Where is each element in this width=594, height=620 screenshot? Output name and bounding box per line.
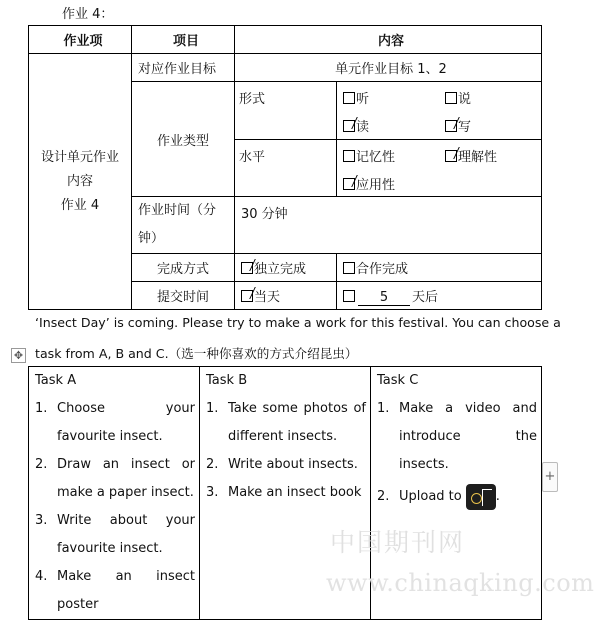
intro-line-1: ‘Insect Day’ is coming. Please try to make a work for this festival. You can choose a: [35, 315, 561, 330]
form-cell: [235, 82, 542, 140]
task-b-title: Task B: [206, 373, 248, 388]
form-option-read[interactable]: 读: [343, 116, 369, 135]
submit-days-later[interactable]: 5 天后: [337, 282, 542, 310]
watermark-cn: 中国期刊网: [330, 528, 466, 557]
type-label: 作业类型: [132, 82, 235, 197]
level-option-understand[interactable]: 理解性: [445, 146, 497, 165]
checkbox-icon: [343, 92, 355, 104]
submit-label: 提交时间: [132, 282, 235, 310]
task-a-list: [35, 395, 195, 619]
target-value: 单元作业目标 1、2: [235, 54, 542, 82]
checked-checkbox-icon: [241, 262, 253, 274]
intro-line-2: task from A, B and C.（选一种你喜欢的方式介绍昆虫）: [35, 346, 358, 361]
completion-label: 完成方式: [132, 254, 235, 282]
completion-independent[interactable]: 独立完成: [235, 254, 337, 282]
design-label-line2: 内容: [66, 173, 93, 189]
list-item: 3. Make an insect book: [206, 485, 362, 500]
header-item: 作业项: [29, 26, 132, 54]
list-item: 2. Draw an insect or make a paper insect.: [35, 457, 195, 500]
task-c-title: Task C: [377, 373, 419, 388]
checkbox-icon: [343, 262, 355, 274]
level-option-memory[interactable]: 记忆性: [343, 146, 395, 165]
assignment-table: [28, 25, 542, 310]
checkbox-icon: [343, 290, 355, 302]
add-row-button[interactable]: [542, 462, 558, 492]
document-heading: 作业 4：: [62, 7, 114, 22]
header-content: 内容: [235, 26, 542, 54]
level-cell: [235, 140, 542, 197]
form-option-write[interactable]: 写: [445, 116, 471, 135]
app-icon: [466, 484, 496, 510]
design-label-line3: 作业 4: [60, 197, 100, 213]
checked-checkbox-icon: [343, 120, 355, 132]
list-item: 1. Take some photos of different insects.: [206, 401, 366, 444]
form-option-speak[interactable]: 说: [445, 88, 471, 107]
task-b-list: [206, 395, 366, 507]
watermark-url: www.chinaqking.com: [326, 569, 594, 597]
plus-icon: +: [544, 469, 556, 484]
move-icon: ✥: [13, 349, 24, 362]
checked-checkbox-icon: [445, 120, 457, 132]
list-item: 3. Write about your favourite insect.: [35, 513, 195, 556]
list-item: 2. Upload to .: [377, 483, 537, 511]
checkbox-icon: [445, 92, 457, 104]
submit-same-day[interactable]: 当天: [235, 282, 337, 310]
design-label-cell: [29, 54, 132, 310]
list-item: 4. Make an insect poster: [35, 569, 195, 612]
completion-cooperative[interactable]: 合作完成: [337, 254, 542, 282]
checked-checkbox-icon: [241, 290, 253, 302]
design-label-line1: 设计单元作业: [40, 149, 119, 165]
checked-checkbox-icon: [343, 178, 355, 190]
list-item: 1. Choose your favourite insect.: [35, 401, 195, 444]
form-label: 形式: [239, 92, 266, 107]
days-blank[interactable]: 5: [358, 291, 410, 306]
list-item: 1. Make a video and introduce the insects.: [377, 401, 537, 472]
time-label: 作业时间（分钟）: [132, 197, 235, 254]
time-value: 30 分钟: [235, 197, 542, 254]
target-label: 对应作业目标: [132, 54, 235, 82]
header-project: 项目: [132, 26, 235, 54]
checked-checkbox-icon: [445, 150, 457, 162]
table-move-handle[interactable]: [11, 348, 26, 363]
task-c-list: [377, 395, 537, 511]
level-option-apply[interactable]: 应用性: [343, 174, 395, 193]
task-a-cell: [29, 367, 200, 620]
task-a-title: Task A: [35, 373, 77, 388]
form-option-listen[interactable]: 听: [343, 88, 369, 107]
checkbox-icon: [343, 150, 355, 162]
list-item: 2. Write about insects.: [206, 457, 358, 472]
level-label: 水平: [239, 150, 266, 165]
